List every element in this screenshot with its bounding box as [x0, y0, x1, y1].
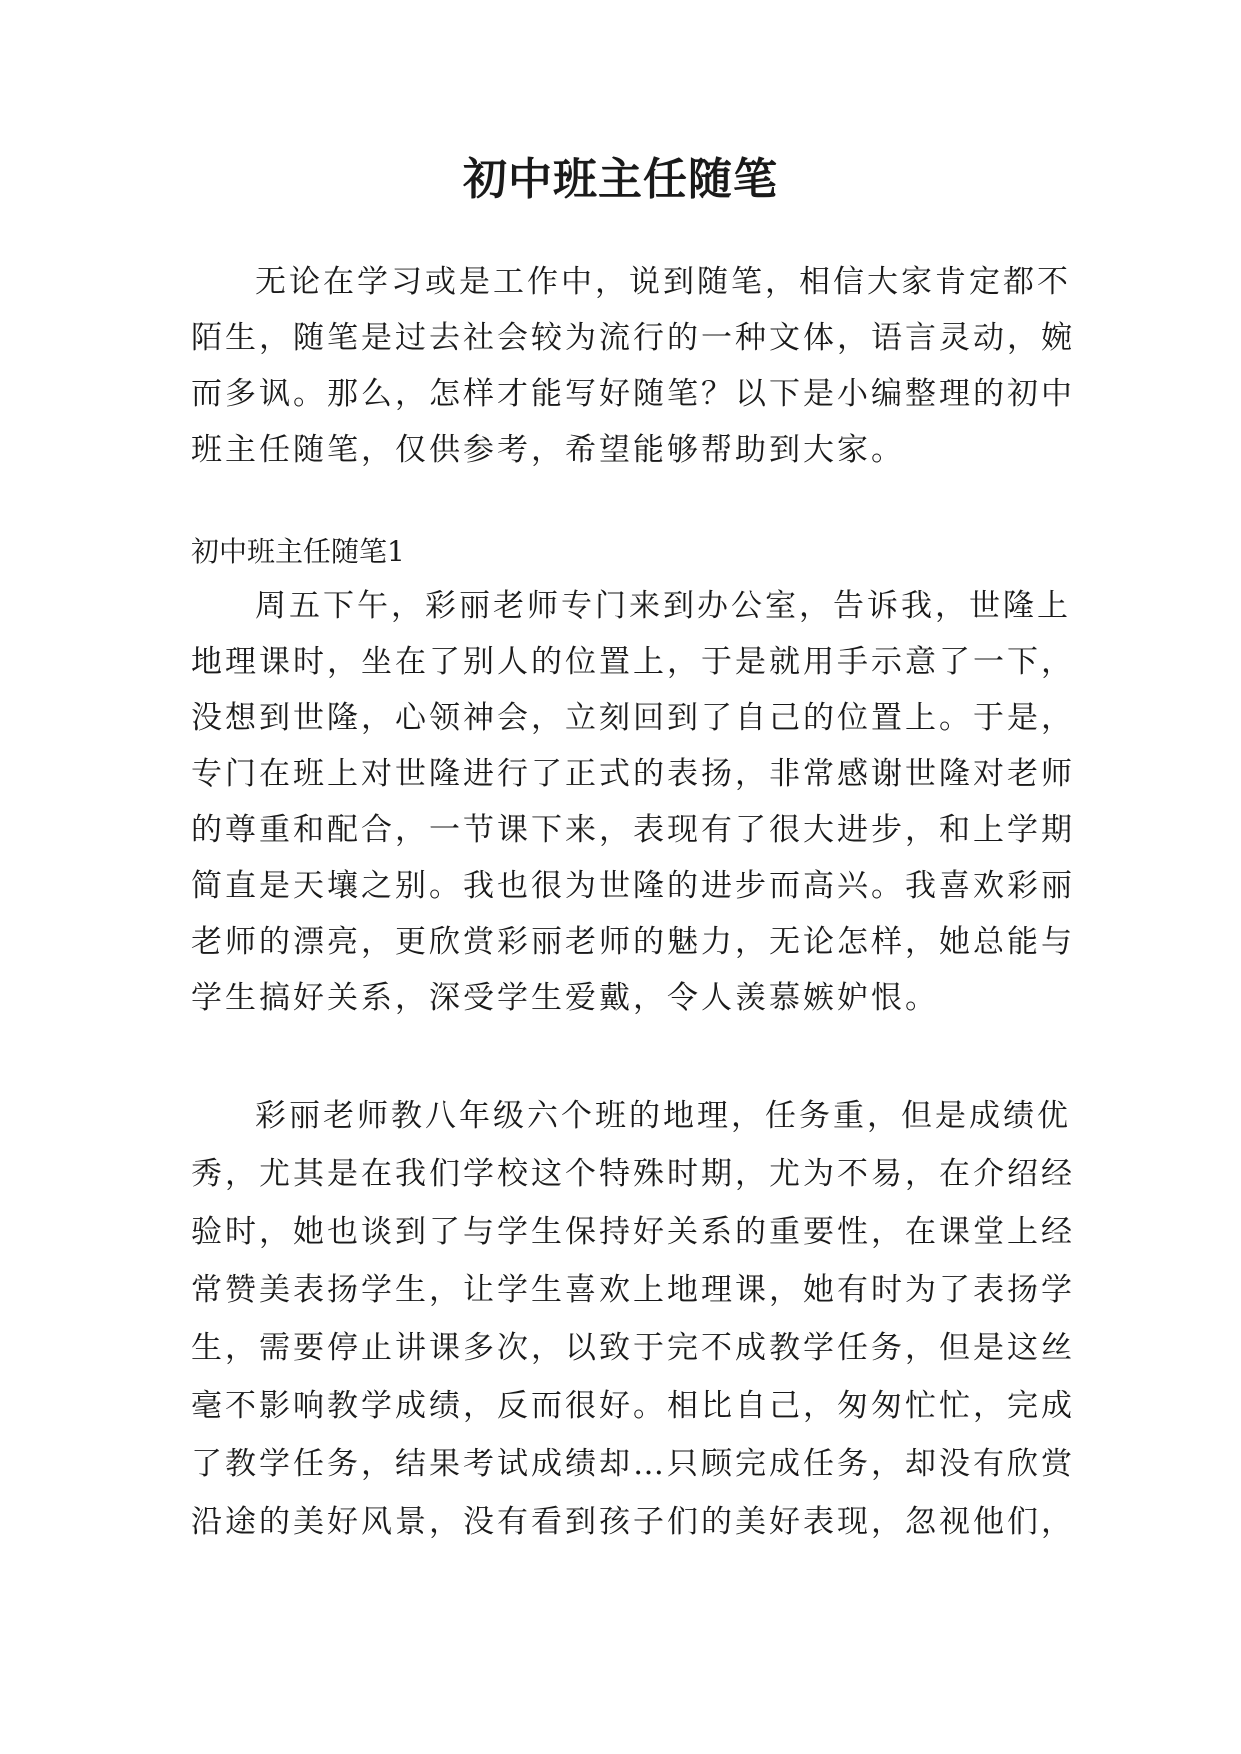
paragraph-line: 沿途的美好风景，没有看到孩子们的美好表现，忽视他们， — [191, 1504, 1075, 1540]
paragraph-line: 生，需要停止讲课多次，以致于完不成教学任务，但是这丝 — [191, 1330, 1075, 1366]
paragraph-line: 没想到世隆，心领神会，立刻回到了自己的位置上。于是， — [191, 700, 1075, 736]
paragraph-line: 秀，尤其是在我们学校这个特殊时期，尤为不易，在介绍经 — [191, 1156, 1075, 1192]
paragraph-line: 学生搞好关系，深受学生爱戴，令人羡慕嫉妒恨。 — [191, 980, 939, 1016]
paragraph-line: 了教学任务，结果考试成绩却…只顾完成任务，却没有欣赏 — [191, 1446, 1075, 1482]
paragraph-line: 毫不影响教学成绩，反而很好。相比自己，匆匆忙忙，完成 — [191, 1388, 1075, 1424]
section-heading: 初中班主任随笔1 — [191, 535, 405, 568]
paragraph-line: 周五下午，彩丽老师专门来到办公室，告诉我，世隆上 — [255, 588, 1071, 624]
paragraph-line: 常赞美表扬学生，让学生喜欢上地理课，她有时为了表扬学 — [191, 1272, 1075, 1308]
intro-line: 无论在学习或是工作中，说到随笔，相信大家肯定都不 — [255, 264, 1071, 300]
intro-line: 班主任随笔，仅供参考，希望能够帮助到大家。 — [191, 432, 905, 468]
paragraph-line: 老师的漂亮，更欣赏彩丽老师的魅力，无论怎样，她总能与 — [191, 924, 1075, 960]
paragraph-line: 简直是天壤之别。我也很为世隆的进步而高兴。我喜欢彩丽 — [191, 868, 1075, 904]
intro-line: 而多讽。那么，怎样才能写好随笔？以下是小编整理的初中 — [191, 376, 1075, 412]
paragraph-line: 专门在班上对世隆进行了正式的表扬，非常感谢世隆对老师 — [191, 756, 1075, 792]
paragraph-line: 的尊重和配合，一节课下来，表现有了很大进步，和上学期 — [191, 812, 1075, 848]
document-title: 初中班主任随笔 — [463, 154, 778, 205]
intro-line: 陌生，随笔是过去社会较为流行的一种文体，语言灵动，婉 — [191, 320, 1075, 356]
paragraph-line: 地理课时，坐在了别人的位置上，于是就用手示意了一下， — [191, 644, 1075, 680]
paragraph-line: 验时，她也谈到了与学生保持好关系的重要性，在课堂上经 — [191, 1214, 1075, 1250]
paragraph-line: 彩丽老师教八年级六个班的地理，任务重，但是成绩优 — [255, 1098, 1071, 1134]
